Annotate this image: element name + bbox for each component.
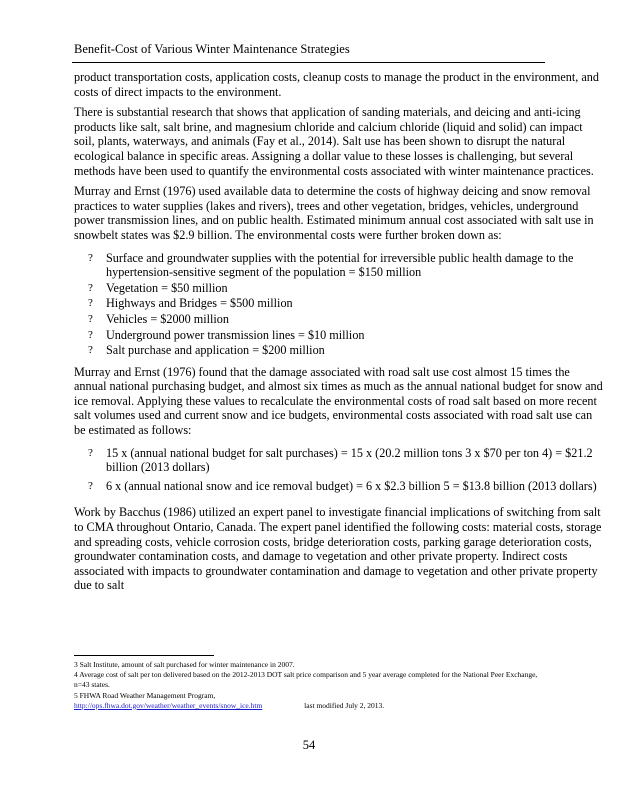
bullet-glyph: ? (88, 297, 93, 310)
estimated-cost-list (74, 446, 604, 494)
footnote-link-suffix: last modified July 2, 2013. (304, 700, 385, 710)
bullet-glyph: ? (88, 479, 93, 492)
bullet-glyph: ? (88, 281, 93, 294)
footnote-link[interactable]: http://ops.fhwa.dot.gov/weather/weather_events/snow_ice.htm (74, 700, 263, 710)
list-item (74, 312, 604, 327)
paragraph: Work by Bacchus (1986) utilized an expert panel to investigate financial implications of switching from salt to CMA throughout Ontario, Canada. The expert panel identified the following costs: material costs, storage and spreading costs, vehicle corrosion costs, bridge deterioration costs, parking garage deterioration costs, groundwater contamination costs, and damage to vegetation and other private property. Indirect costs associated with impacts to groundwater contamination and damage to vegetation and other private property due to salt (74, 505, 602, 593)
footnote: 3 Salt Institute, amount of salt purchased for winter maintenance in 2007. (74, 660, 295, 669)
list-item (74, 479, 604, 494)
environmental-cost-list (74, 251, 604, 358)
paragraph: product transportation costs, application costs, cleanup costs to manage the product in the environment, and costs of direct impacts to the environment. (74, 70, 599, 99)
list-item (74, 296, 604, 311)
list-item-text: Salt purchase and application = $200 million (106, 343, 325, 358)
list-item (74, 251, 604, 280)
list-item (74, 328, 604, 343)
list-item-text: 6 x (annual national snow and ice removal budget) = 6 x $2.3 billion 5 = $13.8 billion (2013 dollars) (106, 478, 597, 493)
list-item-text: Underground power transmission lines = $10 million (106, 327, 365, 342)
bullet-glyph: ? (88, 312, 93, 325)
bullet-glyph: ? (88, 344, 93, 357)
list-item-text: Surface and groundwater supplies with the potential for irreversible public health damage to the hypertension-sensitive segment of the population = $150 million (106, 250, 574, 280)
bullet-glyph: ? (88, 446, 93, 459)
list-item (74, 343, 604, 358)
paragraph: Murray and Ernst (1976) used available data to determine the costs of highway deicing and snow removal practices to water supplies (lakes and rivers), trees and other vegetation, bridges, vehicles, underground power transmission lines, and on public health. Estimated minimum annual cost associated with salt use in snowbelt states was $2.9 billion. The environmental costs were further broken down as: (74, 184, 594, 242)
list-item-text: Vehicles = $2000 million (106, 311, 229, 326)
paragraph: There is substantial research that shows that application of sanding materials, and deicing and anti-icing products like salt, salt brine, and magnesium chloride and calcium chloride (liquid and solid) can impact soil, plants, waterways, and animals (Fay et al., 2014). Salt use has been shown to disrupt the natural ecological balance in specific areas. Assigning a dollar value to these losses is challenging, but several methods have been used to quantify the environmental costs associated with winter maintenance practices. (74, 105, 594, 178)
page-number: 54 (302, 738, 316, 752)
list-item-text: 15 x (annual national budget for salt purchases) = 15 x (20.2 million tons 3 x $70 per ton 4) = $21.2 billion (2013 dollars) (106, 445, 593, 475)
footnote: 4 Average cost of salt per ton delivered based on the 2012-2013 DOT salt price comparison and 5 year average completed for the National Peer Exchange, n=43 states. (74, 670, 538, 690)
body-content (74, 70, 604, 599)
footnote-link-line (74, 701, 544, 711)
footnotes (74, 660, 544, 711)
footnote-rule (74, 655, 214, 656)
header-rule (72, 62, 545, 63)
bullet-glyph: ? (88, 251, 93, 264)
list-item-text: Highways and Bridges = $500 million (106, 296, 293, 311)
list-item-text: Vegetation = $50 million (106, 280, 228, 295)
list-item (74, 281, 604, 296)
bullet-glyph: ? (88, 328, 93, 341)
page-header-title: Benefit-Cost of Various Winter Maintenance Strategies (74, 42, 350, 56)
footnote: 5 FHWA Road Weather Management Program, (74, 690, 216, 700)
paragraph: Murray and Ernst (1976) found that the damage associated with road salt use cost almost 15 times the annual national purchasing budget, and almost six times as much as the annual national budget for snow and ice removal. Applying these values to recalculate the environmental costs of road salt based on more recent salt volumes used and current snow and ice budgets, environmental costs associated with road salt use can be estimated as follows: (74, 364, 603, 438)
list-item (74, 446, 604, 475)
